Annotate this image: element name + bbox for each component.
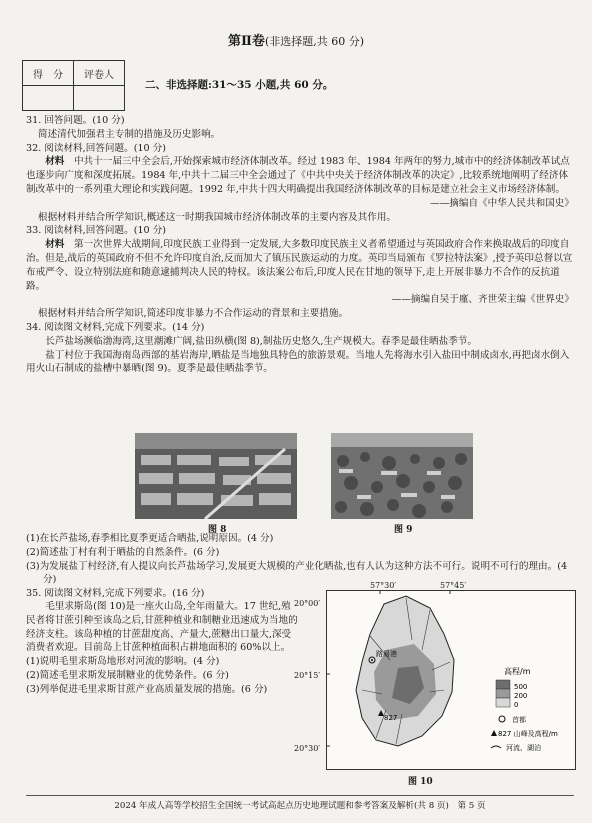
map-lon-1: 57°30′ xyxy=(370,581,397,590)
q32-material: 材料 中共十一届三中全会后,开始探索城市经济体制改革。经过 1983 年、1984 年两年的努力,城市中的经济体制改革试点也逐步向广度和深度拓展。1984 年,中共十二届三中全会通过了《中共中央关于经济体制改革的决定》,比较系统地阐明了经济体制改革中的一系列重大理论和实践问题。1992 年,中共十四大明确提出我国经济体制改革的目标是建立社会主义市场经济体制。 xyxy=(26,156,570,195)
q34-head: 34. 阅读图文材料,完成下列要求。(14 分) xyxy=(26,321,205,333)
salt-trough-photo xyxy=(331,433,473,519)
map-lat-1: 20°00′ xyxy=(294,599,321,608)
q34-req1: (1)在长芦盐场,春季相比夏季更适合晒盐,说明原因。(4 分) xyxy=(26,533,274,544)
map-lat-3: 20°30′ xyxy=(294,744,321,753)
q32-source: ——摘编自《中华人民共和国史》 xyxy=(430,197,574,209)
q34-para1: 长芦盐场濒临渤海湾,这里潮滩广阔,盐田纵横(图 8),制盐历史悠久,生产规模大。春季是最佳晒盐季节。 xyxy=(45,335,477,347)
legend-title: 高程/m xyxy=(504,667,531,676)
figure-10-caption: 图 10 xyxy=(408,777,433,787)
q35-head: 35. 阅读图文材料,完成下列要求。(16 分) xyxy=(26,588,205,600)
score-cell xyxy=(23,86,74,111)
q35-req2: (2)简述毛里求斯发展制糖业的优势条件。(6 分) xyxy=(26,669,229,681)
q33-ask: 根据材料并结合所学知识,简述印度非暴力不合作运动的背景和主要措施。 xyxy=(38,308,349,320)
grader-cell xyxy=(74,86,125,111)
map-lon-2: 57°45′ xyxy=(440,581,467,590)
score-label: 得 分 xyxy=(23,61,74,86)
q31-head: 31. 回答问题。(10 分) xyxy=(26,115,125,126)
q34-para2: 盐丁村位于我国海南岛西部的基岩海岸,晒盐是当地独具特色的旅游景观。当地人先将海水引入盐田中制成卤水,再把卤水倒入用火山石制成的盐槽中暴晒(图 9)。夏季是最佳晒盐季节。 xyxy=(26,349,570,375)
figure-9-caption: 图 9 xyxy=(394,525,413,535)
score-table xyxy=(22,60,125,111)
q35-req3: (3)列举促进毛里求斯甘蔗产业高质量发展的措施。(6 分) xyxy=(26,683,268,695)
legend-capital: 首都 xyxy=(512,716,526,724)
legend-peak: 827 山峰及高程/m xyxy=(498,730,558,738)
q34-req3: (3)为发展盐丁村经济,有人提议向长芦盐场学习,发展更大规模的产业化晒盐,也有人认为这种方法不可行。说明不可行的理由。(4 分) xyxy=(26,560,568,586)
mauritius-map xyxy=(326,590,576,770)
peak-label: 827 xyxy=(384,714,398,722)
question-35-text xyxy=(26,600,298,697)
legend-0: 0 xyxy=(514,701,519,709)
legend-200: 200 xyxy=(514,692,528,700)
page-title: 第Ⅱ卷(非选择题,共 60 分) xyxy=(227,34,365,49)
capital-label: 路易港 xyxy=(376,650,397,658)
questions-31-34 xyxy=(26,114,574,376)
q33-source: ——摘编自吴于廑、齐世荣主编《世界史》 xyxy=(391,294,574,306)
legend-river: 河流、湖泊 xyxy=(506,744,541,752)
q32-ask: 根据材料并结合所学知识,概述这一时期我国城市经济体制改革的主要内容及其作用。 xyxy=(38,211,397,223)
q31-body: 简述清代加强君主专制的措施及历史影响。 xyxy=(38,128,221,140)
figure-8-caption: 图 8 xyxy=(208,525,227,535)
map-lat-2: 20°15′ xyxy=(294,671,321,680)
q33-material: 材料 第一次世界大战期间,印度民族工业得到一定发展,大多数印度民族主义者希望通过与英国政府合作来换取战后的印度自治。但是,战后的英国政府不但不允许印度自治,反而加大了镇压民族运动的力度。英印当局颁布《罗拉特法案》,授予英印总督以宣布戒严令、设立特别法庭和随意逮捕判决人民的特权。该法案公布后,印度人民在甘地的领导下,走上开展非暴力不合作的反抗道路。 xyxy=(26,239,573,292)
q35-para: 毛里求斯岛(图 10)是一座火山岛,全年雨量大。17 世纪,殖民者将甘蔗引种至该岛之后,甘蔗种植业和制糖业迅速成为当地的经济支柱。该岛种植的甘蔗甜度高、产量大,蔗糖出口量大,深受消费者欢迎。目前岛上甘蔗种植面积占耕地面积的 60%以上。 xyxy=(26,601,298,654)
grader-label: 评卷人 xyxy=(74,61,125,86)
legend-500: 500 xyxy=(514,683,528,691)
section-heading: 二、非选择题:31～35 小题,共 60 分。 xyxy=(145,79,334,91)
q35-req1: (1)说明毛里求斯岛地形对河流的影响。(4 分) xyxy=(26,656,220,668)
q34-req2: (2)简述盐丁村有利于晒盐的自然条件。(6 分) xyxy=(26,546,220,558)
q32-head: 32. 阅读材料,回答问题。(10 分) xyxy=(26,142,167,154)
q33-head: 33. 阅读材料,回答问题。(10 分) xyxy=(26,225,167,237)
page-footer: 2024 年成人高等学校招生全国统一考试高起点历史地理试题和参考答案及解析(共 8 页) 第 5 页 xyxy=(26,795,574,811)
salt-field-photo xyxy=(135,433,297,519)
